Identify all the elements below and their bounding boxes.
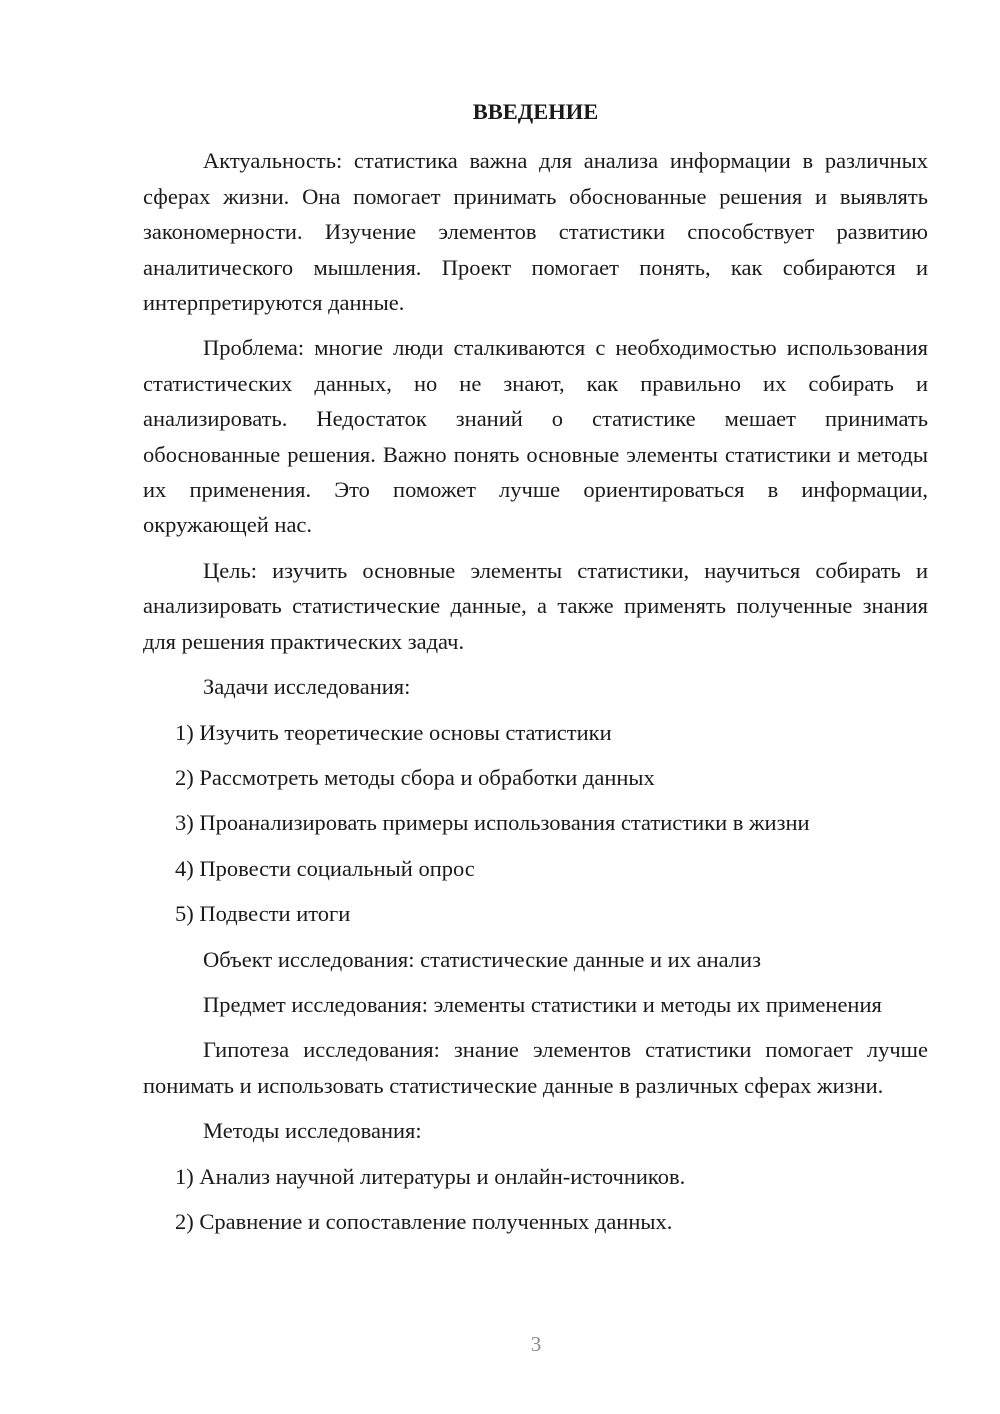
page-number: 3 [530, 1332, 542, 1356]
list-item: 2) Рассмотреть методы сбора и обработки данных [175, 764, 655, 790]
object-paragraph: Объект исследования: статистические данные и их анализ [203, 946, 761, 972]
methods-list [143, 1159, 928, 1240]
list-item: 1) Анализ научной литературы и онлайн-источников. [175, 1163, 686, 1189]
list-item: 4) Провести социальный опрос [175, 855, 475, 881]
methods-heading: Методы исследования: [203, 1118, 422, 1144]
goal-paragraph: Цель: изучить основные элементы статистики, научиться собирать и анализировать статистические данные, а также применять полученные знания для решения практических задач. [143, 557, 928, 654]
problem-paragraph: Проблема: многие люди сталкиваются с необходимостью использования статистических данных, но не знают, как правильно их собирать и анализировать. Недостаток знаний о статистике мешает принимать обоснованные решения. Важно понять основные элементы статистики и методы их применения. Это поможет лучше ориентироваться в информации, окружающей нас. [143, 335, 928, 538]
tasks-heading: Задачи исследования: [203, 674, 411, 700]
relevance-paragraph: Актуальность: статистика важна для анализа информации в различных сферах жизни. Она помогает принимать обоснованные решения и выявлять закономерности. Изучение элементов статистики способствует развитию аналитического мышления. Проект помогает понять, как собираются и интерпретируются данные. [143, 148, 928, 316]
list-item: 2) Сравнение и сопоставление полученных данных. [175, 1208, 673, 1234]
list-item: 5) Подвести итоги [175, 901, 351, 927]
section-title: ВВЕДЕНИЕ [472, 99, 599, 124]
subject-paragraph: Предмет исследования: элементы статистики и методы их применения [203, 991, 882, 1017]
list-item: 1) Изучить теоретические основы статистики [175, 719, 612, 745]
page-content [143, 94, 928, 1249]
tasks-list [143, 715, 928, 932]
list-item: 3) Проанализировать примеры использования статистики в жизни [175, 810, 810, 836]
hypothesis-paragraph: Гипотеза исследования: знание элементов статистики помогает лучше понимать и использовать статистические данные в различных сферах жизни. [143, 1037, 928, 1098]
